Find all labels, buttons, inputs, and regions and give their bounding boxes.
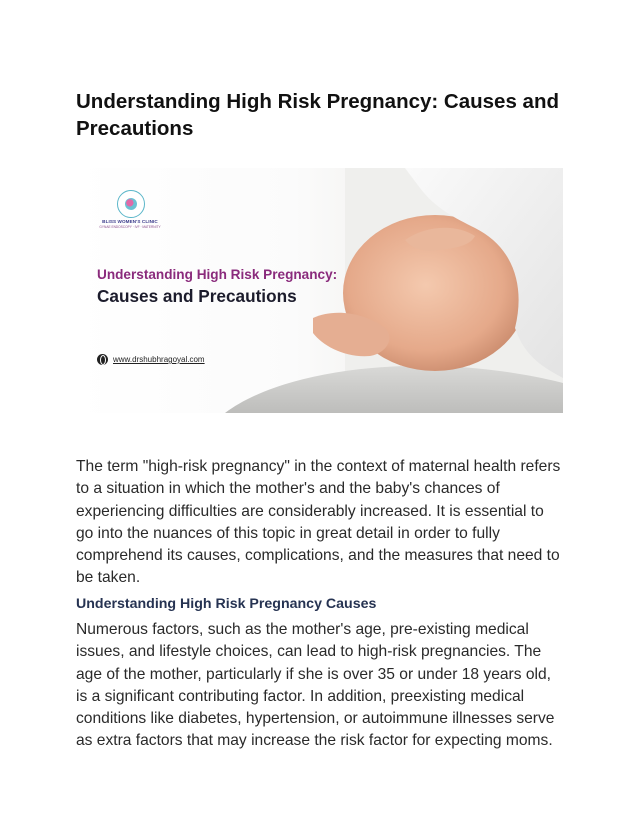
section-paragraph: Numerous factors, such as the mother's age, pre-existing medical issues, and lifestyle choices, can lead to high-risk pregnancies. The age of the mother, particularly if she is over 35 or under 18 years old, is a significant contributing factor. In addition, preexisting medical conditions like diabetes, hypertension, or autoimmune illnesses serve as extra factors that may increase the risk factor for expecting moms. <box>76 621 555 750</box>
intro-paragraph: The term "high-risk pregnancy" in the context of maternal health refers to a situation in which the mother's and the baby's chances of experiencing difficulties are considerably increased. It is essential to go into the nuances of this topic in great detail in order to fully comprehend its causes, complications, and the measures that need to be taken. <box>76 458 561 587</box>
article-title: Understanding High Risk Pregnancy: Causes and Precautions <box>76 90 559 140</box>
banner-heading-line2: Causes and Precautions <box>97 286 297 306</box>
logo-mark-icon <box>125 198 137 210</box>
section-heading: Understanding High Risk Pregnancy Causes <box>76 596 377 612</box>
clinic-name: BLISS WOMEN'S CLINIC <box>102 219 158 224</box>
banner-heading-line1: Understanding High Risk Pregnancy: <box>97 267 338 282</box>
clinic-logo <box>117 190 145 218</box>
website-row <box>97 354 205 365</box>
clinic-tagline: GYNAE ENDOSCOPY · IVF · MATERNITY <box>99 225 161 229</box>
globe-icon <box>97 354 108 365</box>
hero-banner-image <box>75 168 563 413</box>
website-link[interactable]: www.drshubhragoyal.com <box>113 355 205 364</box>
